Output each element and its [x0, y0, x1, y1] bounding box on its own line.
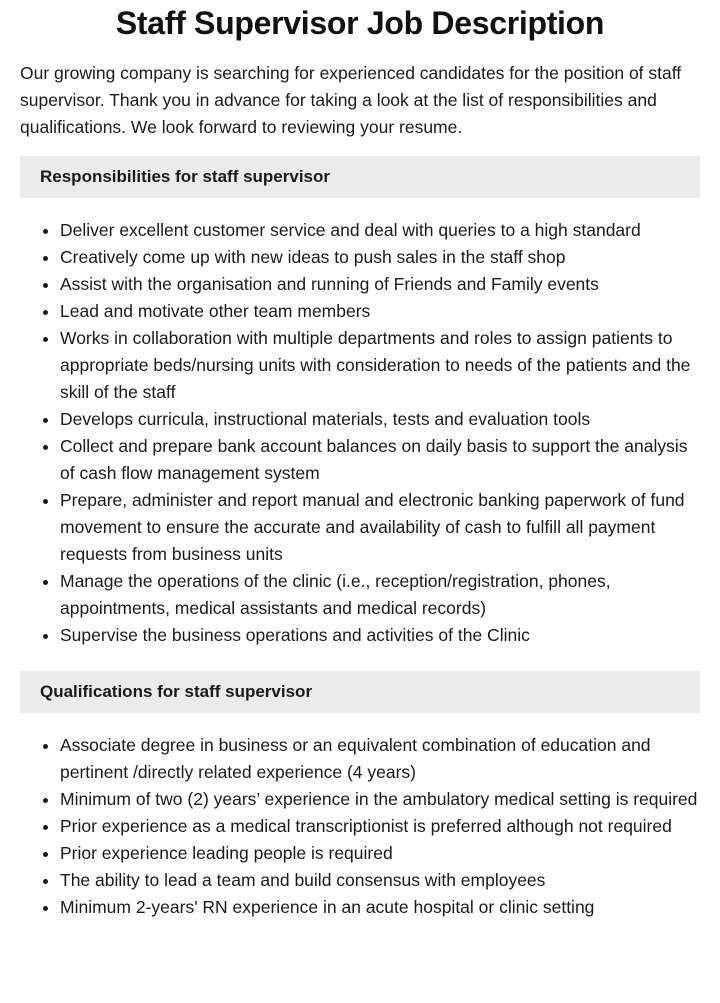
list-item: • Develops curricula, instructional materials, tests and evaluation tools [60, 406, 700, 433]
list-item: • Manage the operations of the clinic (i.e., reception/registration, phones, appointments, medical assistants and medical records) [60, 568, 700, 622]
intro-paragraph: Our growing company is searching for experienced candidates for the position of staff supervisor. Thank you in advance for taking a look at the list of responsibilities and qualifications. We look forward to reviewing your resume. [20, 63, 682, 137]
list-item: • Prior experience leading people is required [60, 840, 700, 867]
responsibilities-heading: Responsibilities for staff supervisor [20, 156, 700, 198]
list-item: • Creatively come up with new ideas to push sales in the staff shop [60, 244, 700, 271]
list-item: • Lead and motivate other team members [60, 298, 700, 325]
list-item: • Prior experience as a medical transcriptionist is preferred although not required [60, 813, 700, 840]
list-item: • The ability to lead a team and build consensus with employees [60, 867, 700, 894]
list-item: • Prepare, administer and report manual and electronic banking paperwork of fund movement to ensure the accurate and availability of cash to fulfill all payment requests from business units [60, 487, 700, 568]
list-item: • Assist with the organisation and running of Friends and Family events [60, 271, 700, 298]
list-item: • Works in collaboration with multiple departments and roles to assign patients to appropriate beds/nursing units with consideration to needs of the patients and the skill of the staff [60, 325, 700, 406]
list-item: • Minimum 2-years' RN experience in an acute hospital or clinic setting [60, 894, 700, 921]
page-title: Staff Supervisor Job Description [115, 5, 605, 41]
qualifications-heading: Qualifications for staff supervisor [20, 671, 700, 713]
list-item: • Minimum of two (2) years’ experience in the ambulatory medical setting is required [60, 786, 700, 813]
list-item: • Associate degree in business or an equivalent combination of education and pertinent /directly related experience (4 years) [60, 732, 700, 786]
list-item: • Deliver excellent customer service and deal with queries to a high standard [60, 217, 700, 244]
responsibilities-list [20, 217, 700, 649]
qualifications-list [20, 732, 700, 921]
list-item: • Supervise the business operations and activities of the Clinic [60, 622, 700, 649]
list-item: • Collect and prepare bank account balances on daily basis to support the analysis of cash flow management system [60, 433, 700, 487]
